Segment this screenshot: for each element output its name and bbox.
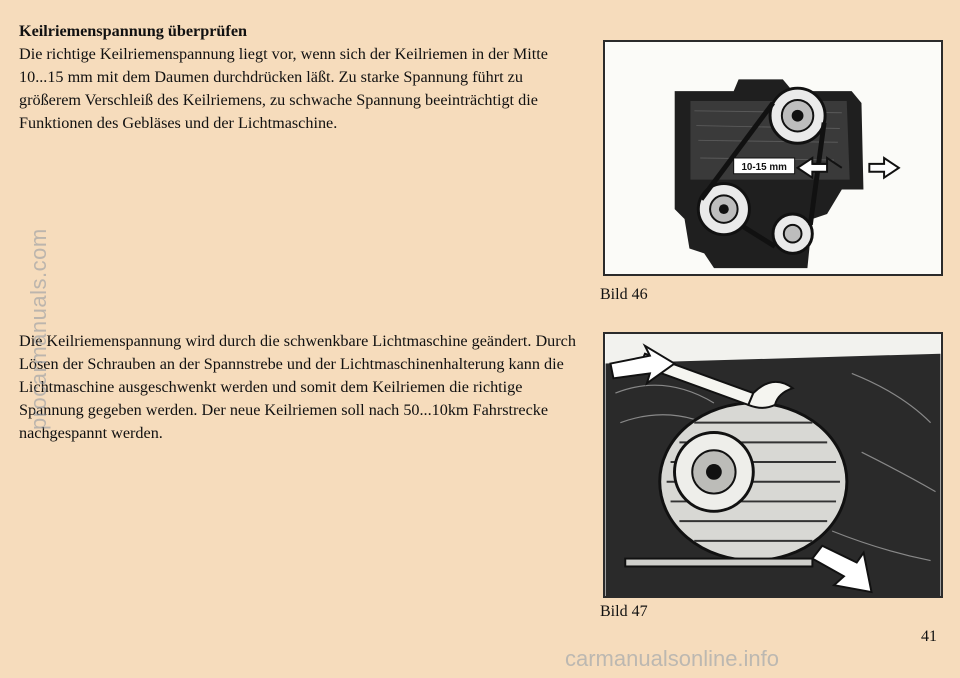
figure-47-alternator bbox=[603, 332, 943, 598]
paragraph-tension-check: Die richtige Keilriemenspannung liegt vor, wenn sich der Keilriemen in der Mitte 10...15 mm mit dem Daumen durchdrücken läßt. Zu starke Spannung führt zu größerem Verschleiß des Keilriemens, zu schwache Spannung beeinträchtigt die Funktionen des Gebläses und der Lichtmaschine. bbox=[19, 45, 548, 132]
measurement-label: 10-15 mm bbox=[741, 161, 787, 173]
alternator-illustration bbox=[605, 334, 941, 596]
caption-bild-46: Bild 46 bbox=[600, 286, 648, 303]
belt-tension-check-section bbox=[19, 20, 584, 135]
watermark-bottom: carmanualsonline.info bbox=[565, 646, 780, 671]
belt-tension-illustration bbox=[605, 42, 941, 274]
watermark-side: procarmanuals.com bbox=[26, 228, 51, 430]
caption-bild-47: Bild 47 bbox=[600, 603, 648, 620]
pulley-top bbox=[770, 88, 825, 143]
page-number: 41 bbox=[921, 628, 937, 645]
tension-strut bbox=[625, 559, 812, 567]
paragraph-adjustment: Die Keilriemenspannung wird durch die schwenkbare Lichtmaschine geändert. Durch Lösen der Schrauben an der Spannstrebe und der Lichtmaschinenhalterung kann die Lichtmaschine ausgeschwenkt werden und somit dem Keilriemen die richtige Spannung gegeben werden. Der neue Keilriemen soll nach 50...10km Fahrstrecke nachgespannt werden. bbox=[19, 332, 576, 442]
section-heading: Keilriemenspannung überprüfen bbox=[19, 22, 248, 40]
belt-adjustment-section bbox=[19, 330, 584, 445]
pulley-bottom bbox=[773, 214, 812, 253]
figure-46-belt-diagram bbox=[603, 40, 943, 276]
